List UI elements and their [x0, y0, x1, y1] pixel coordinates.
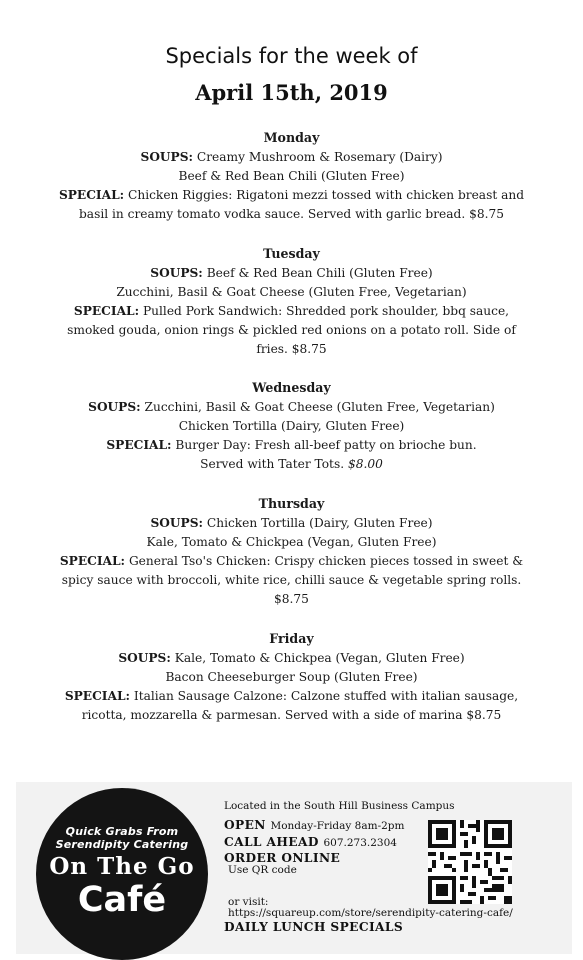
special-text: ricotta, mozzarella & parmesan. Served with a side of marina $8.75 [81, 708, 502, 722]
special-text: $8.75 [274, 592, 309, 606]
visit-label: or visit: [228, 896, 269, 908]
special-label: SPECIAL: [64, 689, 131, 703]
special-label: SPECIAL: [58, 188, 125, 202]
special-line [14, 186, 569, 205]
page-title-line1: Specials for the week of [165, 44, 418, 68]
special-line [14, 552, 569, 571]
soups-line [14, 649, 569, 668]
day-section-thursday [14, 494, 569, 609]
special-label: SPECIAL: [59, 554, 126, 568]
open-hours: Monday-Friday 8am-2pm [270, 820, 405, 832]
special-text: Pulled Pork Sandwich: Shredded pork shoulder, bbq sauce, [142, 304, 510, 318]
day-heading: Tuesday [263, 246, 320, 261]
hours-line [224, 818, 404, 832]
special-text: Served with Tater Tots. [200, 457, 345, 471]
day-heading: Thursday [258, 496, 325, 511]
daily-specials-label: DAILY LUNCH SPECIALS [224, 920, 404, 934]
special-line-2 [14, 455, 569, 474]
open-label: OPEN [224, 818, 266, 832]
phone-number: 607.273.2304 [323, 837, 397, 849]
soup-item: Kale, Tomato & Chickpea (Vegan, Gluten Free) [146, 535, 437, 549]
logo-tagline-1: Quick Grabs From [65, 825, 179, 838]
call-line [224, 835, 397, 849]
special-text: Chicken Riggies: Rigatoni mezzi tossed with chicken breast and [128, 188, 525, 202]
soups-label: SOUPS: [150, 516, 204, 530]
special-text: basil in creamy tomato vodka sauce. Served with garlic bread. $8.75 [79, 207, 504, 221]
soup-item: Beef & Red Bean Chili (Gluten Free) [178, 169, 405, 183]
soup-item: Chicken Tortilla (Dairy, Gluten Free) [206, 516, 433, 530]
special-line [14, 436, 569, 455]
logo-tagline-2: Serendipity Catering [55, 838, 189, 851]
order-url-link[interactable]: https://squareup.com/store/serendipity-catering-cafe/ [228, 907, 513, 919]
order-online-instructions: Use QR code [228, 864, 297, 876]
soup-item: Zucchini, Basil & Goat Cheese (Gluten Free, Vegetarian) [116, 285, 467, 299]
soup-item: Beef & Red Bean Chili (Gluten Free) [206, 266, 433, 280]
logo-tagline [36, 825, 208, 851]
soup-item: Chicken Tortilla (Dairy, Gluten Free) [178, 419, 405, 433]
qr-code-icon[interactable] [428, 820, 512, 904]
special-line [14, 302, 569, 321]
call-label: CALL AHEAD [224, 835, 319, 849]
soups-label: SOUPS: [88, 400, 141, 414]
soups-label: SOUPS: [140, 150, 194, 164]
soups-line [14, 148, 569, 167]
soups-line [14, 264, 569, 283]
soup-item: Zucchini, Basil & Goat Cheese (Gluten Free, Vegetarian) [144, 400, 495, 414]
page-title-date: April 15th, 2019 [195, 80, 388, 105]
soups-label: SOUPS: [118, 651, 171, 665]
day-section-wednesday [14, 378, 569, 474]
day-section-friday [14, 629, 569, 725]
location-text: Located in the South Hill Business Campus [224, 800, 455, 812]
special-price: $8.00 [347, 457, 383, 471]
special-text: smoked gouda, onion rings & pickled red onions on a potato roll. Side of [67, 323, 516, 337]
special-text: Italian Sausage Calzone: Calzone stuffed with italian sausage, [133, 689, 519, 703]
cafe-logo-badge [36, 788, 208, 960]
soups-line [14, 398, 569, 417]
special-text: Burger Day: Fresh all-beef patty on brioche bun. [175, 438, 477, 452]
soup-item: Kale, Tomato & Chickpea (Vegan, Gluten Free) [174, 651, 465, 665]
soups-line [14, 514, 569, 533]
special-line [14, 687, 569, 706]
soup-item: Bacon Cheeseburger Soup (Gluten Free) [165, 670, 418, 684]
day-section-monday [14, 128, 569, 224]
special-text: spicy sauce with broccoli, white rice, chilli sauce & vegetable spring rolls. [61, 573, 522, 587]
day-heading: Friday [269, 631, 314, 646]
logo-name-line1: On The Go [49, 853, 195, 880]
special-text: fries. $8.75 [256, 342, 327, 356]
logo-name-line2: Café [77, 880, 167, 920]
soup-item: Creamy Mushroom & Rosemary (Dairy) [196, 150, 443, 164]
special-label: SPECIAL: [106, 438, 172, 452]
day-section-tuesday [14, 244, 569, 359]
order-online-label: ORDER ONLINE [224, 851, 341, 865]
day-heading: Monday [263, 130, 320, 145]
soups-label: SOUPS: [150, 266, 203, 280]
day-heading: Wednesday [252, 380, 331, 395]
special-label: SPECIAL: [73, 304, 140, 318]
special-text: General Tso's Chicken: Crispy chicken pieces tossed in sweet & [128, 554, 524, 568]
